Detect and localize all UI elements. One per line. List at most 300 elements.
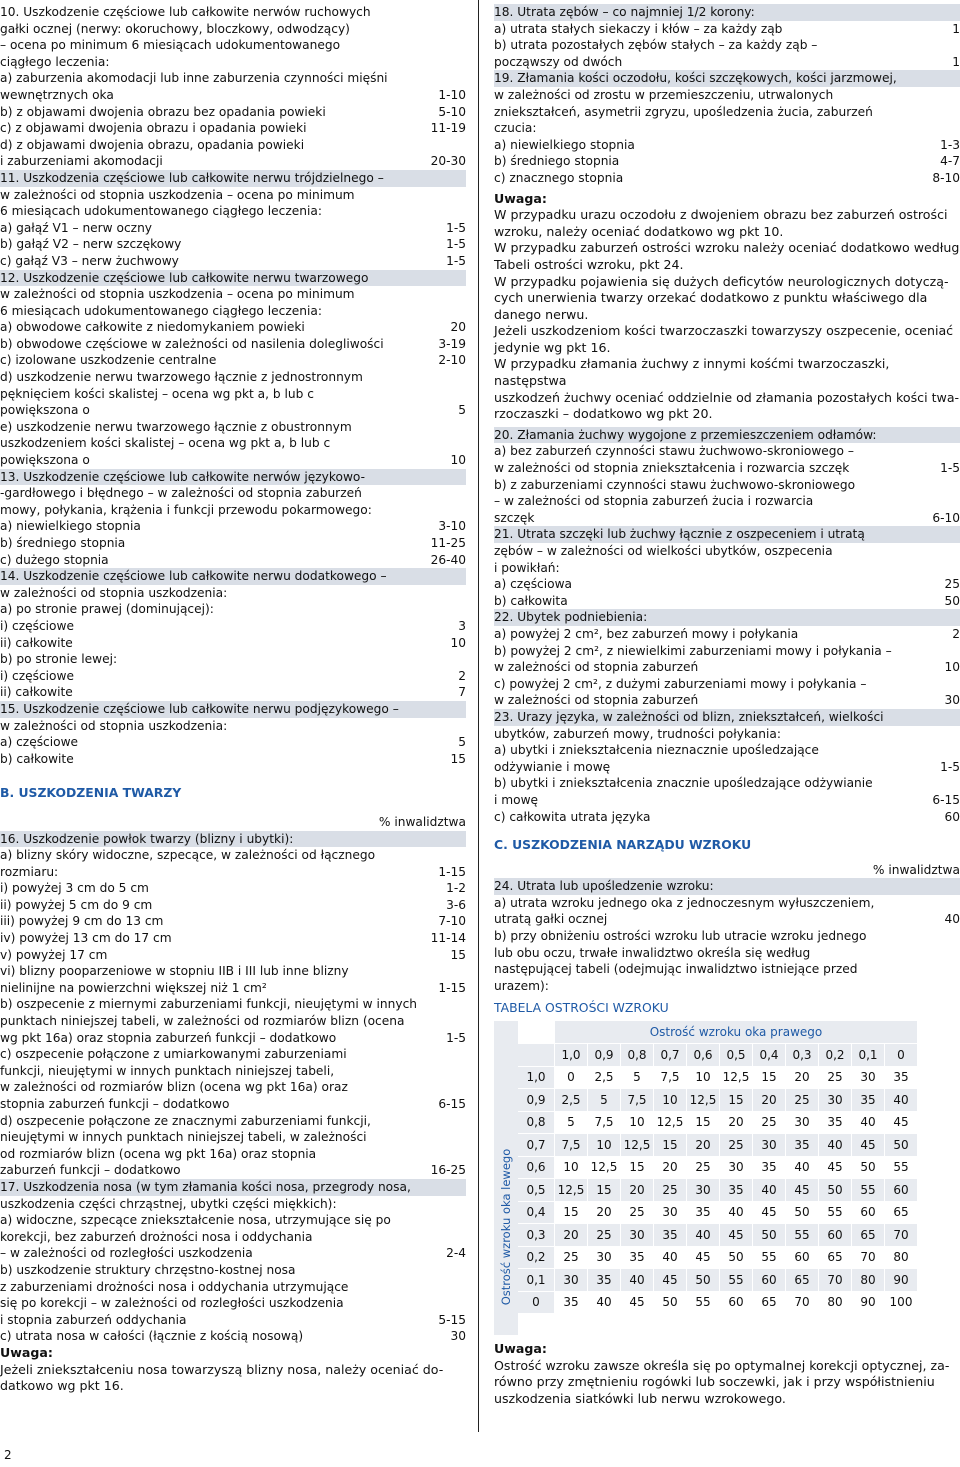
item-value: 6-15 (438, 1097, 466, 1111)
item-text: ubytków, zaburzeń mowy, trudności połykania: (494, 726, 781, 741)
list-item (0, 1229, 466, 1246)
item-text: b) utrata pozostałych zębów stałych – za każdy ząb – (494, 38, 818, 53)
table-cell: 90 (852, 1291, 885, 1314)
list-item (494, 560, 960, 577)
table-cell: 7,5 (621, 1089, 654, 1112)
list-item (0, 187, 466, 204)
item-value: 10 (944, 660, 960, 675)
item-value: 20-30 (430, 154, 466, 169)
list-item (0, 963, 466, 980)
list-item (0, 203, 466, 220)
item-text: nieujętymi w innych punktach niniejszej tabeli, w zależności (0, 1130, 367, 1145)
note-line: Jeżeli zniekształceniu nosa towarzyszą blizny nosa, należy oceniać do- (0, 1361, 444, 1377)
list-item (494, 493, 960, 510)
list-item (0, 1046, 466, 1063)
item-text: 14. Uszkodzenie częściowe lub całkowite nerwu dodatkowego – (0, 569, 387, 584)
table-cell: 40 (588, 1291, 621, 1314)
list-item (0, 120, 466, 137)
note-line: Ostrość wzroku zawsze określa się po optymalnej korekcji optycznej, za- (494, 1357, 950, 1373)
table-cell: 35 (753, 1156, 786, 1179)
item-value: 5 (458, 735, 466, 750)
list-item (494, 526, 960, 543)
table-cell: 20 (786, 1066, 819, 1089)
item-text: wewnętrznych oka (0, 87, 114, 102)
table-corner (518, 1021, 555, 1044)
note-line: W przypadku zaburzeń ostrości wzroku należy oceniać dodatkowo według (494, 240, 960, 256)
list-item (494, 609, 960, 626)
table-cell: 60 (720, 1291, 753, 1314)
table-cell: 50 (819, 1179, 852, 1202)
item-value: 3 (458, 618, 466, 633)
table-cell: 35 (654, 1224, 687, 1247)
table-cell: 5 (621, 1066, 654, 1089)
table-cell: 12,5 (654, 1111, 687, 1134)
table-cell: 25 (555, 1246, 588, 1269)
table-cell: 15 (654, 1134, 687, 1157)
table-cell: 35 (555, 1291, 588, 1314)
item-text: d) uszkodzenie nerwu twarzowego łącznie z jednostronnym (0, 370, 363, 385)
item-text: c) z objawami dwojenia obrazu i opadania powieki (0, 121, 307, 136)
list-item (0, 518, 466, 535)
table-cell: 35 (885, 1066, 918, 1089)
row-header: 0,5 (518, 1179, 555, 1202)
item-text: b) średniego stopnia (494, 154, 620, 169)
note-line: cych unerwienia twarzy orzekać dodatkowo z punktu właściwego dla (494, 290, 928, 306)
item-text: rozmiaru: (0, 864, 59, 879)
table-cell: 55 (753, 1246, 786, 1269)
list-item (494, 543, 960, 560)
item-text: b) przy obniżeniu ostrości wzroku lub utracie wzroku jednego (494, 929, 867, 944)
item-text: 19. Złamania kości oczodołu, kości szczękowych, kości jarzmowej, (494, 71, 897, 86)
item-text: zaburzeń funkcji – dodatkowo (0, 1163, 181, 1178)
list-item (0, 601, 466, 618)
table-cell: 35 (786, 1134, 819, 1157)
list-item (0, 236, 466, 253)
item-text: szczęk (494, 510, 535, 525)
table-cell: 30 (753, 1134, 786, 1157)
row-header: 0,6 (518, 1156, 555, 1179)
row-header: 0,2 (518, 1246, 555, 1269)
table-cell: 40 (819, 1134, 852, 1157)
table-cell: 20 (588, 1201, 621, 1224)
item-text: – w zależności od rozległości uszkodzenia (0, 1246, 253, 1261)
table-cell: 45 (720, 1224, 753, 1247)
item-value: 2-10 (438, 353, 466, 368)
list-item (0, 87, 466, 104)
row-header: 0,3 (518, 1224, 555, 1247)
table-cell: 15 (621, 1156, 654, 1179)
table-cell: 25 (654, 1179, 687, 1202)
list-item (0, 1328, 466, 1345)
item-text: 15. Uszkodzenie częściowe lub całkowite nerwu podjęzykowego – (0, 701, 399, 716)
list-item (494, 911, 960, 928)
list-item (0, 137, 466, 154)
item-text: a) częściowa (494, 577, 573, 592)
item-text: a) obwodowe całkowite z niedomykaniem powieki (0, 320, 305, 335)
item-text: funkcji, nieujętymi w innych punktach niniejszej tabeli, (0, 1063, 335, 1078)
item-text: powiększona o (0, 453, 90, 468)
item-text: – ocena po minimum 6 miesiącach udokumentowanego (0, 38, 341, 53)
list-item (0, 4, 466, 21)
list-item (0, 618, 466, 635)
item-text: a) gałąź V1 – nerw oczny (0, 220, 153, 235)
item-value: 1-3 (940, 137, 960, 152)
table-cell: 5 (555, 1111, 588, 1134)
column-header: 0,6 (687, 1044, 720, 1067)
list-item (0, 947, 466, 964)
table-cell: 50 (654, 1291, 687, 1314)
item-text: b) uszkodzenie struktury chrzęstno-kostnej nosa (0, 1262, 296, 1277)
item-text: w zależności od stopnia uszkodzenia: (0, 585, 228, 600)
item-text: 17. Uszkodzenia nosa (w tym złamania kości nosa, przegrody nosa, (0, 1179, 411, 1194)
item-text: ii) całkowite (0, 685, 73, 700)
item-value: 26-40 (430, 552, 466, 567)
list-item (0, 864, 466, 881)
item-text: a) blizny skóry widoczne, szpecące, w zależności od łącznego (0, 848, 376, 863)
list-item (0, 303, 466, 320)
list-item (0, 880, 466, 897)
section-b-title: B. USZKODZENIA TWARZY (0, 785, 182, 801)
table-cell: 50 (852, 1156, 885, 1179)
table-cell: 80 (885, 1246, 918, 1269)
row-header: 0,7 (518, 1134, 555, 1157)
table-cell: 65 (786, 1269, 819, 1292)
list-item (0, 684, 466, 701)
table-cell: 80 (819, 1291, 852, 1314)
item-text: uszkodzenia części chrząstnej, ubytki części miękkich): (0, 1196, 337, 1211)
item-value: 50 (944, 593, 960, 608)
table-cell: 55 (819, 1201, 852, 1224)
list-item (494, 153, 960, 170)
list-item (494, 4, 960, 21)
item-text: iv) powyżej 13 cm do 17 cm (0, 931, 172, 946)
item-text: a) zaburzenia akomodacji lub inne zaburzenia czynności mięśni (0, 71, 388, 86)
list-item (0, 352, 466, 369)
table-cell: 30 (720, 1156, 753, 1179)
item-text: c) utrata nosa w całości (łącznie z kością nosową) (0, 1329, 304, 1344)
item-value: 15 (450, 751, 466, 766)
list-item (0, 1096, 466, 1113)
table-cell: 35 (621, 1246, 654, 1269)
row-header: 0 (518, 1291, 555, 1314)
table-cell: 30 (687, 1179, 720, 1202)
column-header: 0,3 (786, 1044, 819, 1067)
list-item (0, 585, 466, 602)
list-item (0, 668, 466, 685)
item-text: następującej tabeli (odejmując inwalidztwo istniejące przed (494, 962, 858, 977)
table-cell: 30 (621, 1224, 654, 1247)
item-text: w zależności od stopnia zaburzeń (494, 693, 699, 708)
list-item (0, 996, 466, 1013)
table-cell: 0 (555, 1066, 588, 1089)
table-cell: 10 (555, 1156, 588, 1179)
item-value: 5 (458, 403, 466, 418)
item-text: c) powyżej 2 cm², z dużymi zaburzeniami mowy i połykania – (494, 676, 867, 691)
column-header: 0,8 (621, 1044, 654, 1067)
table-cell: 40 (720, 1201, 753, 1224)
item-text: i) częściowe (0, 618, 74, 633)
table-row (518, 1089, 918, 1112)
list-item (0, 847, 466, 864)
item-text: zniekształceń, asymetrii zgryzu, upośledzenia żucia, zaburzeń (494, 104, 873, 119)
section-b-percent-label: % inwalidztwa (378, 814, 466, 829)
table-cell: 90 (885, 1269, 918, 1292)
row-header: 1,0 (518, 1066, 555, 1089)
item-text: a) niewielkiego stopnia (494, 137, 635, 152)
note-line: W przypadku pojawienia się dużych deficytów neurologicznych dotyczą- (494, 273, 949, 289)
note-line: wzroku, należy oceniać dodatkowo wg pkt 10. (494, 223, 784, 239)
item-text: 23. Urazy języka, w zależności od blizn, zniekształceń, wielkości (494, 709, 884, 724)
item-value: 1-15 (438, 864, 466, 879)
table-cell: 45 (753, 1201, 786, 1224)
list-item (0, 701, 466, 718)
item-text: 12. Uszkodzenie częściowe lub całkowite nerwu twarzowego (0, 270, 369, 285)
right-items (494, 4, 960, 187)
item-text: b) gałąź V2 – nerw szczękowy (0, 237, 182, 252)
table-row (518, 1134, 918, 1157)
list-item (494, 895, 960, 912)
item-text: -gardłowego i błędnego – w zależności od stopnia zaburzeń (0, 486, 362, 501)
item-text: od rozmiarów blizn (ocena wg pkt 16a) oraz stopnia (0, 1146, 317, 1161)
table-cell: 15 (588, 1179, 621, 1202)
list-item (0, 751, 466, 768)
item-value: 20 (450, 320, 466, 335)
table-cell: 2,5 (588, 1066, 621, 1089)
left-items-b (0, 831, 466, 1345)
right-eye-axis-label: Ostrość wzroku oka prawego (555, 1021, 918, 1044)
item-value: 5-10 (438, 104, 466, 119)
item-text: powiększona o (0, 403, 90, 418)
list-item (0, 831, 466, 848)
table-cell: 15 (753, 1066, 786, 1089)
list-item (0, 220, 466, 237)
acuity-table-title: TABELA OSTROŚCI WZROKU (494, 1000, 669, 1016)
item-value: 2-4 (446, 1246, 466, 1261)
item-text: c) izolowane uszkodzenie centralne (0, 353, 217, 368)
note-line: W przypadku złamania żuchwy z innymi kośćmi twarzoczaszki, następstwa (494, 356, 890, 389)
table-cell: 20 (753, 1089, 786, 1112)
table-cell: 45 (654, 1269, 687, 1292)
item-value: 8-10 (932, 170, 960, 185)
table-cell: 70 (885, 1224, 918, 1247)
item-text: 22. Ubytek podniebienia: (494, 610, 648, 625)
column-header: 0,2 (819, 1044, 852, 1067)
face-note-label: Uwaga: (494, 190, 547, 206)
list-item (0, 568, 466, 585)
note-line: datkowo wg pkt 16. (0, 1378, 124, 1394)
column-header: 0,7 (654, 1044, 687, 1067)
item-text: 18. Utrata zębów – co najmniej 1/2 korony: (494, 5, 755, 19)
note-line: równo przy zmętnieniu rogówki lub soczewki, jak i przy współistnieniu (494, 1374, 935, 1390)
item-text: urazem): (494, 978, 549, 993)
list-item (0, 1013, 466, 1030)
table-cell: 45 (687, 1246, 720, 1269)
item-value: 11-19 (430, 121, 466, 136)
list-item (0, 1245, 466, 1262)
note-line: uszkodzenia siatkówki lub nerwu wzrokowego. (494, 1390, 786, 1406)
table-cell: 30 (588, 1246, 621, 1269)
item-value: 30 (450, 1329, 466, 1344)
item-text: i zaburzeniami akomodacji (0, 154, 163, 169)
table-cell: 65 (753, 1291, 786, 1314)
list-item (494, 659, 960, 676)
table-cell: 10 (654, 1089, 687, 1112)
table-cell: 5 (588, 1089, 621, 1112)
left-column (0, 4, 466, 1395)
list-item (0, 734, 466, 751)
list-item (0, 54, 466, 71)
table-cell: 55 (852, 1179, 885, 1202)
list-item (0, 535, 466, 552)
list-item (494, 709, 960, 726)
item-text: d) z objawami dwojenia obrazu, opadania powieki (0, 137, 305, 152)
item-text: gałki ocznej (nerwy: okoruchowy, bloczkowy, odwodzący) (0, 21, 350, 36)
list-item (494, 593, 960, 610)
table-cell: 10 (588, 1134, 621, 1157)
note-line: Jeżeli uszkodzeniom kości twarzoczaszki towarzyszy oszpecenie, oceniać (494, 323, 954, 339)
table-cell: 7,5 (654, 1066, 687, 1089)
table-row (518, 1246, 918, 1269)
table-cell: 25 (753, 1111, 786, 1134)
item-value: 5-15 (438, 1312, 466, 1327)
list-item (0, 435, 466, 452)
item-text: c) gałąź V3 – nerw żuchwowy (0, 253, 179, 268)
item-text: c) dużego stopnia (0, 552, 109, 567)
list-item (0, 104, 466, 121)
item-text: b) z objawami dwojenia obrazu bez opadania powieki (0, 104, 326, 119)
list-item (0, 452, 466, 469)
table-row (518, 1224, 918, 1247)
list-item (0, 1179, 466, 1196)
item-value: 6-10 (932, 510, 960, 525)
item-text: 10. Uszkodzenie częściowe lub całkowite nerwów ruchowych (0, 5, 371, 19)
item-value: 40 (944, 912, 960, 927)
list-item (494, 443, 960, 460)
column-header: 0,1 (852, 1044, 885, 1067)
item-text: i stopnia zaburzeń oddychania (0, 1312, 187, 1327)
item-text: vi) blizny pooparzeniowe w stopniu IIB i III lub inne blizny (0, 964, 349, 979)
item-text: v) powyżej 17 cm (0, 947, 108, 962)
item-text: b) oszpecenie z miernymi zaburzeniami funkcji, nieujętymi w innych (0, 997, 417, 1012)
item-text: i mowę (494, 792, 539, 807)
item-value: 15 (450, 947, 466, 962)
item-text: 21. Utrata szczęki lub żuchwy łącznie z oszpeceniem i utratą (494, 527, 865, 542)
list-item (0, 1212, 466, 1229)
table-cell: 70 (786, 1291, 819, 1314)
item-value: 1-5 (446, 253, 466, 268)
table-cell: 55 (720, 1269, 753, 1292)
list-item (0, 153, 466, 170)
table-cell: 40 (885, 1089, 918, 1112)
item-text: a) utrata stałych siekaczy i kłów – za każdy ząb (494, 21, 783, 36)
table-cell: 70 (852, 1246, 885, 1269)
table-cell: 50 (885, 1134, 918, 1157)
item-text: a) widoczne, szpecące zniekształcenie nosa, utrzymujące się po (0, 1213, 391, 1228)
list-item (494, 54, 960, 71)
item-text: c) całkowita utrata języka (494, 809, 651, 824)
list-item (0, 1196, 466, 1213)
item-value: 25 (944, 577, 960, 592)
item-text: c) znacznego stopnia (494, 170, 624, 185)
item-value: 1 (952, 21, 960, 36)
item-text: zębów – w zależności od wielkości ubytków, oszpecenia (494, 544, 833, 558)
table-cell: 30 (654, 1201, 687, 1224)
table-cell: 45 (885, 1111, 918, 1134)
table-cell: 45 (786, 1179, 819, 1202)
list-item (0, 37, 466, 54)
table-cell: 80 (852, 1269, 885, 1292)
item-text: iii) powyżej 9 cm do 13 cm (0, 914, 164, 929)
list-item (494, 104, 960, 121)
item-text: 20. Złamania żuchwy wygojone z przemieszczeniem odłamów: (494, 427, 877, 442)
table-cell: 40 (687, 1224, 720, 1247)
item-value: 7-10 (438, 914, 466, 929)
table-cell: 60 (852, 1201, 885, 1224)
table-cell: 45 (621, 1291, 654, 1314)
item-text: punktach niniejszej tabeli, w zależności od rozmiarów blizn (ocena (0, 1014, 405, 1029)
list-item (494, 87, 960, 104)
table-cell: 10 (621, 1111, 654, 1134)
item-value: 1-2 (446, 881, 466, 896)
list-item (0, 718, 466, 735)
list-item (0, 1295, 466, 1312)
item-text: 13. Uszkodzenie częściowe lub całkowite nerwów językowo- (0, 469, 366, 484)
table-cell: 40 (786, 1156, 819, 1179)
item-text: b) obwodowe częściowe w zależności od nasilenia dolegliwości (0, 336, 384, 351)
table-row (518, 1111, 918, 1134)
table-cell: 40 (753, 1179, 786, 1202)
table-cell: 15 (687, 1111, 720, 1134)
item-text: nielinijne na powierzchni większej niż 1 cm² (0, 980, 267, 995)
nose-note-label: Uwaga: (0, 1344, 53, 1360)
item-text: d) oszpecenie połączone ze znacznymi zaburzeniami funkcji, (0, 1113, 371, 1128)
list-item (494, 726, 960, 743)
face-note-text (494, 207, 960, 423)
item-text: a) ubytki i zniekształcenia nieznacznie upośledzające (494, 743, 819, 758)
table-cell: 55 (786, 1224, 819, 1247)
list-item (494, 676, 960, 693)
item-text: ii) całkowite (0, 635, 73, 650)
row-header: 0,8 (518, 1111, 555, 1134)
table-cell: 35 (720, 1179, 753, 1202)
item-text: 16. Uszkodzenie powłok twarzy (blizny i ubytki): (0, 831, 294, 846)
list-item (0, 1129, 466, 1146)
table-cell: 45 (819, 1156, 852, 1179)
list-item (0, 386, 466, 403)
table-cell: 60 (786, 1246, 819, 1269)
column-header: 1,0 (555, 1044, 588, 1067)
item-text: w zależności od rozmiarów blizn (ocena wg pkt 16a) oraz (0, 1080, 348, 1095)
table-cell: 12,5 (687, 1089, 720, 1112)
item-text: wg pkt 16a) oraz stopnia zaburzeń funkcji – dodatkowo (0, 1030, 337, 1045)
list-item (494, 626, 960, 643)
table-row (518, 1066, 918, 1089)
item-text: b) po stronie lewej: (0, 652, 118, 667)
list-item (0, 502, 466, 519)
acuity-note-label: Uwaga: (494, 1341, 547, 1357)
item-value: 11-25 (430, 536, 466, 550)
item-text: 6 miesiącach udokumentowanego ciągłego leczenia: (0, 303, 322, 318)
table-row (518, 1156, 918, 1179)
table-cell: 50 (720, 1246, 753, 1269)
item-text: ii) powyżej 5 cm do 9 cm (0, 897, 153, 912)
table-cell: 20 (720, 1111, 753, 1134)
list-item (0, 70, 466, 87)
table-cell: 30 (555, 1269, 588, 1292)
list-item (0, 336, 466, 353)
item-text: 11. Uszkodzenia częściowe lub całkowite nerwu trójdzielnego – (0, 170, 384, 185)
list-item (494, 945, 960, 962)
